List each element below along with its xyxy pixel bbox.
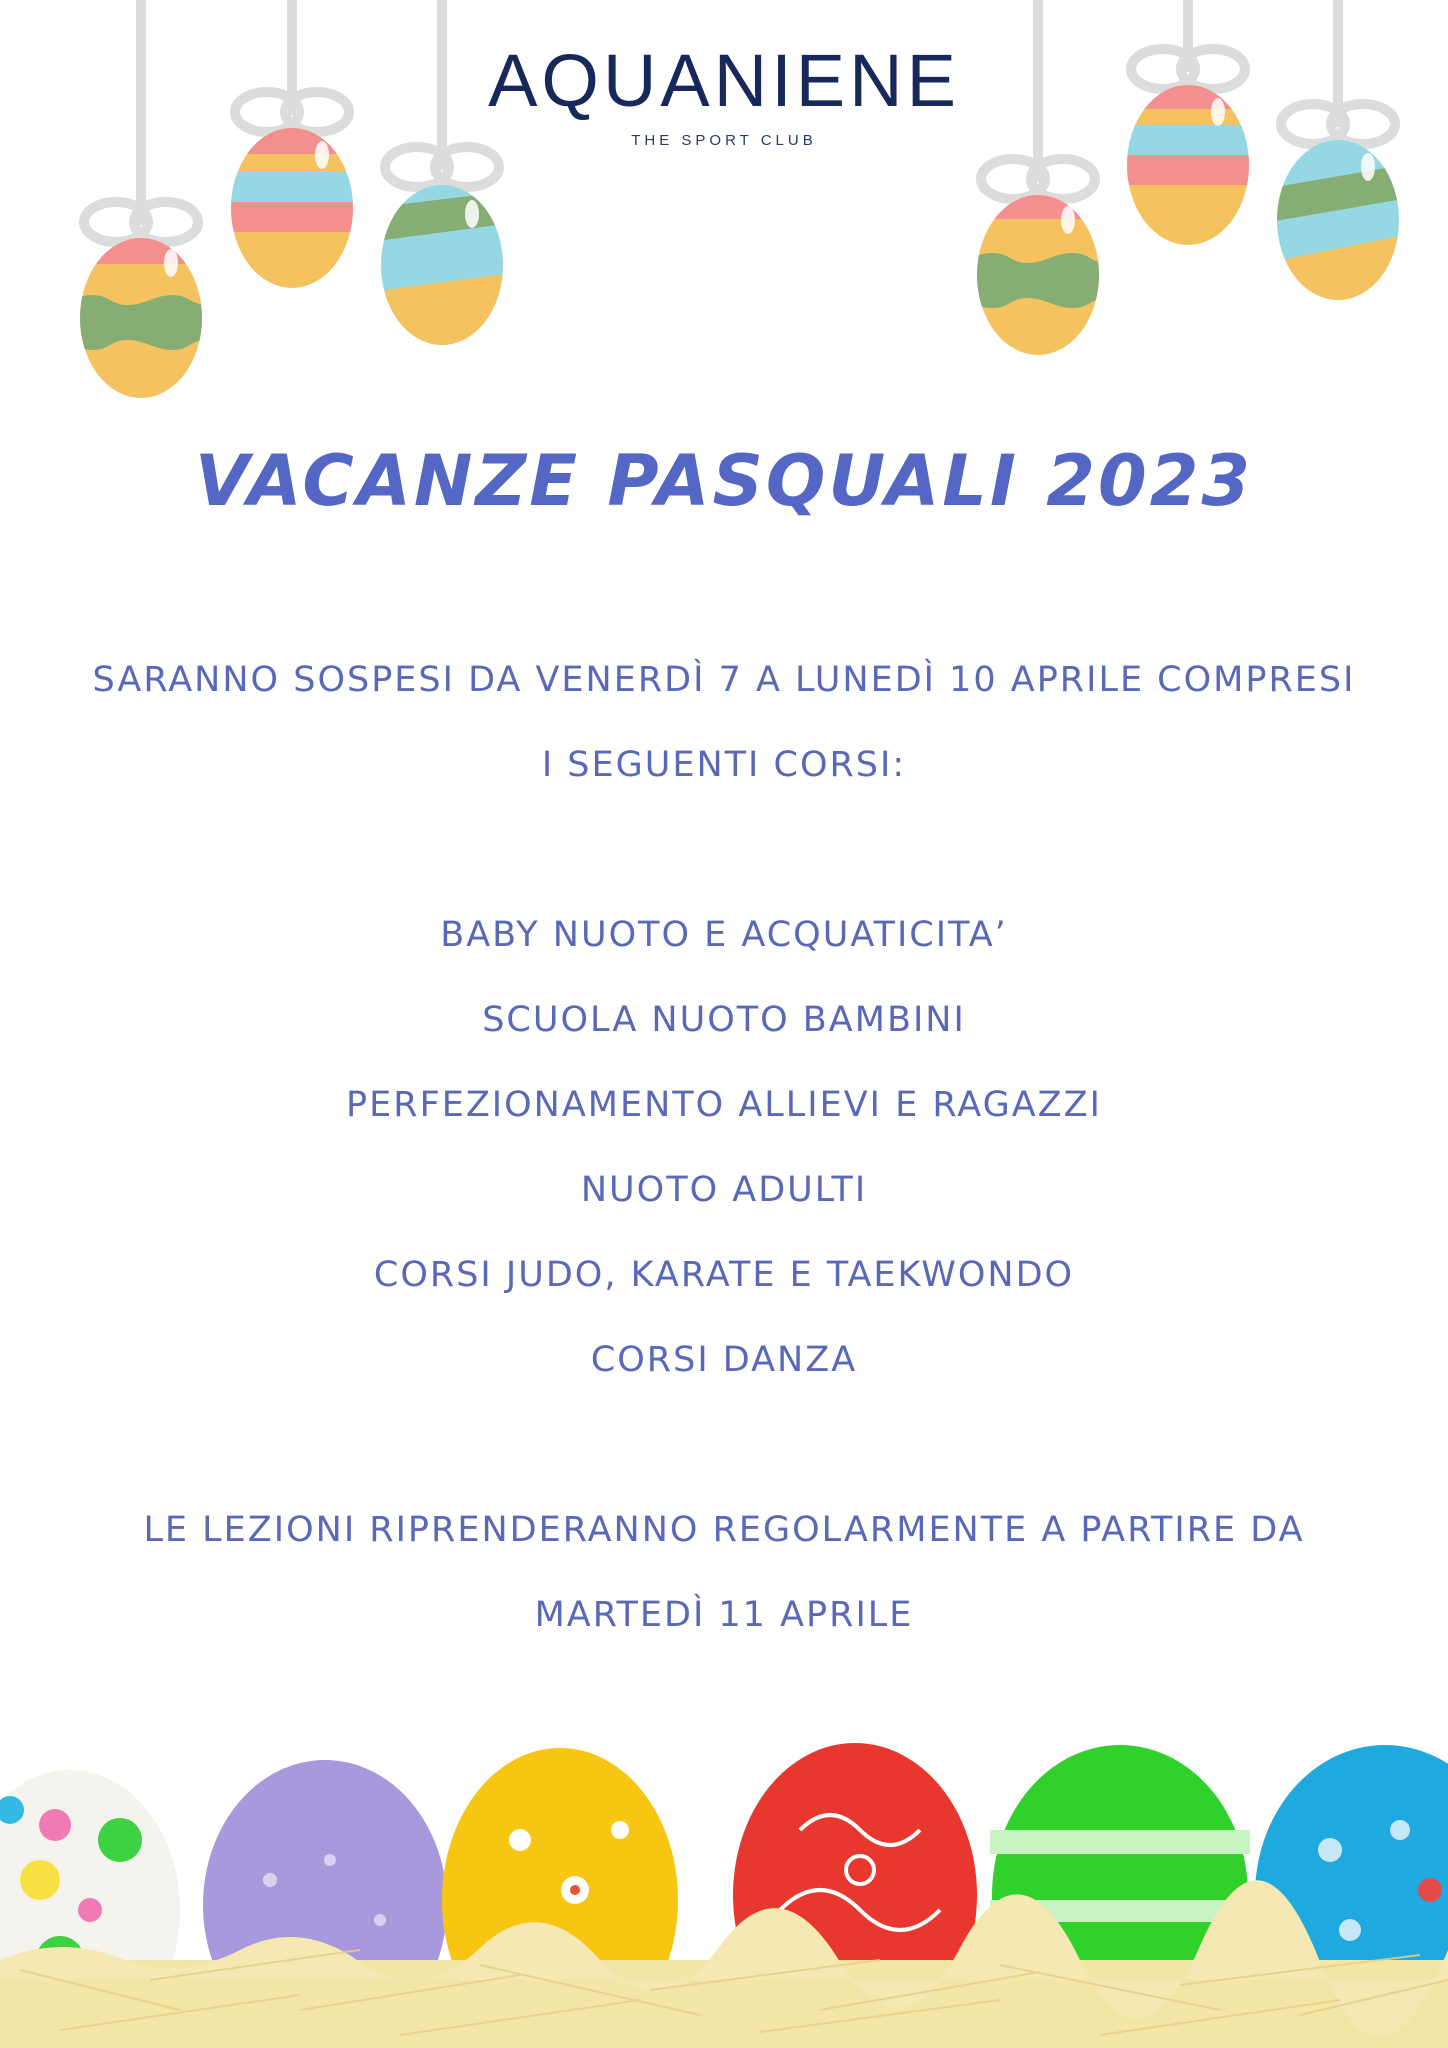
course-item: PERFEZIONAMENTO ALLIEVI E RAGAZZI xyxy=(346,1085,1102,1125)
spacer xyxy=(0,808,1448,893)
spacer xyxy=(0,1403,1448,1488)
course-item: CORSI DANZA xyxy=(590,1340,858,1380)
suspension-notice-continued: I SEGUENTI CORSI: xyxy=(541,745,907,785)
course-item: NUOTO ADULTI xyxy=(580,1170,868,1210)
notice-body xyxy=(0,638,1448,1658)
resume-notice: LE LEZIONI RIPRENDERANNO REGOLARMENTE A PARTIRE DA xyxy=(143,1510,1305,1550)
easter-egg-nest-icon xyxy=(0,1710,1448,2048)
course-item: BABY NUOTO E ACQUATICITA’ xyxy=(440,915,1008,955)
aquaniene-logo xyxy=(0,39,1448,149)
page-title: VACANZE PASQUALI 2023 xyxy=(194,440,1254,522)
logo-wordmark: AQUANIENE xyxy=(488,39,960,122)
suspension-notice: SARANNO SOSPESI DA VENERDÌ 7 A LUNEDÌ 10 APRILE COMPRESI xyxy=(92,660,1356,700)
course-item: SCUOLA NUOTO BAMBINI xyxy=(482,1000,966,1040)
resume-date: MARTEDÌ 11 APRILE xyxy=(534,1595,914,1635)
logo-tagline: THE SPORT CLUB xyxy=(631,132,817,149)
course-list xyxy=(0,893,1448,1403)
course-item: CORSI JUDO, KARATE E TAEKWONDO xyxy=(373,1255,1075,1295)
